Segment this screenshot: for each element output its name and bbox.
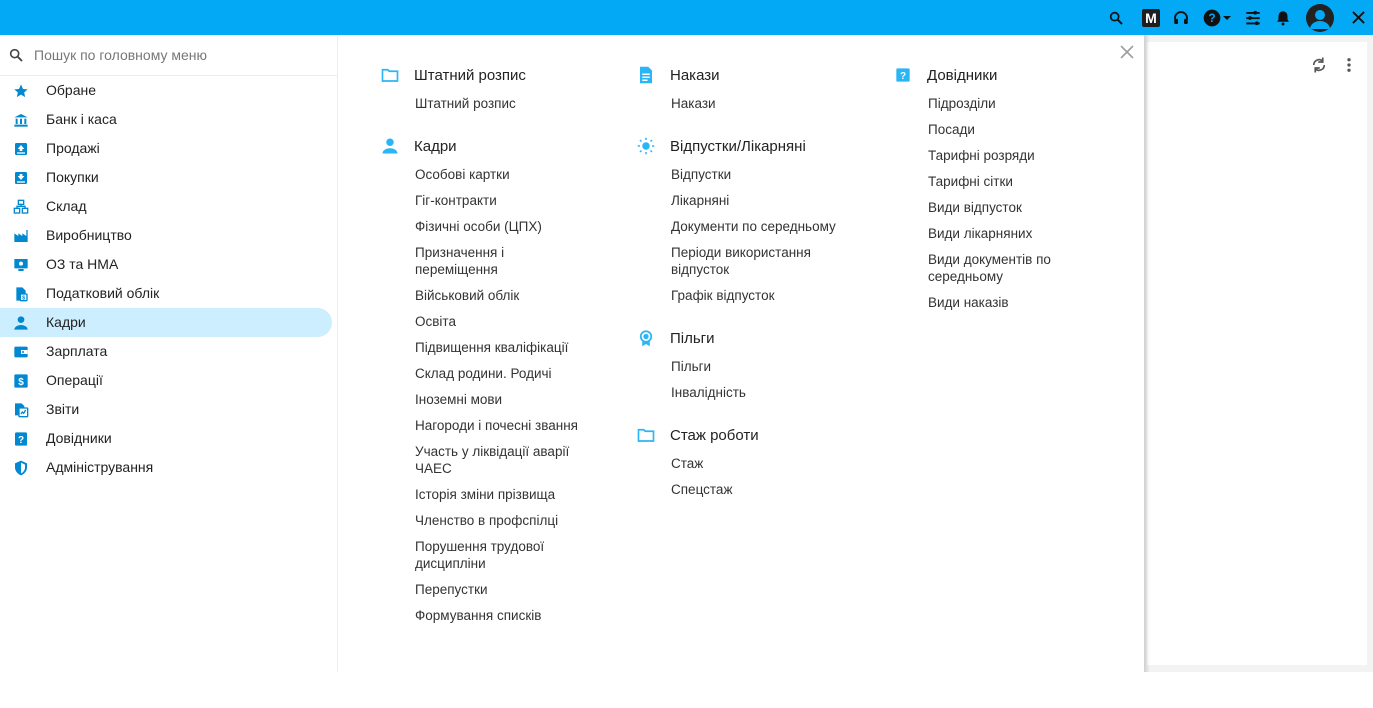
sidebar-item-assets[interactable]	[0, 250, 332, 279]
menu-link[interactable]: Підрозділи	[928, 96, 996, 111]
svg-text:?: ?	[899, 71, 907, 82]
sidebar-item-purchases[interactable]	[0, 163, 332, 192]
menu-group-benefits	[594, 328, 856, 406]
menu-group-title: Накази	[670, 66, 720, 84]
m-logo-icon[interactable]	[1142, 0, 1160, 35]
sidebar-item-tax[interactable]	[0, 279, 332, 308]
menu-link[interactable]: Порушення трудової дисципліни	[415, 539, 545, 571]
menu-link[interactable]: Особові картки	[415, 167, 510, 182]
submenu-panel	[338, 35, 1144, 672]
sidebar-item-label: Склад	[46, 198, 87, 214]
search-icon	[8, 47, 24, 63]
help-box-icon	[12, 430, 30, 448]
headset-icon[interactable]	[1172, 0, 1190, 35]
menu-group-directories	[851, 65, 1103, 316]
purchases-icon	[12, 169, 30, 187]
menu-link[interactable]: Тарифні розряди	[928, 148, 1035, 163]
folder-icon	[637, 426, 655, 444]
sidebar-item-label: Зарплата	[46, 343, 108, 359]
menu-link[interactable]: Спецстаж	[671, 482, 733, 497]
reports-icon	[12, 401, 30, 419]
more-vert-icon[interactable]	[1343, 56, 1355, 79]
menu-link[interactable]: Гіг-контракти	[415, 193, 497, 208]
document-icon	[637, 66, 655, 84]
sidebar-item-label: Виробництво	[46, 227, 132, 243]
menu-link[interactable]: Періоди використання відпусток	[671, 245, 811, 277]
tasks-icon[interactable]	[1244, 0, 1262, 35]
svg-text:$: $	[22, 294, 26, 301]
sidebar-item-admin[interactable]	[0, 453, 332, 482]
sidebar-item-label: Довідники	[46, 430, 112, 446]
menu-link[interactable]: Стаж	[671, 456, 704, 471]
menu-link[interactable]: Членство в профспілці	[415, 513, 559, 528]
menu-group-personnel	[338, 136, 590, 629]
main-menu-sidebar	[0, 35, 338, 672]
menu-link[interactable]: Участь у ліквідації аварії ЧАЕС	[415, 444, 570, 476]
sidebar-item-label: Операції	[46, 372, 103, 388]
person-icon	[381, 137, 399, 155]
account-icon[interactable]	[1306, 0, 1334, 35]
menu-link[interactable]: Підвищення кваліфікації	[415, 340, 569, 355]
chevron-down-icon	[1222, 13, 1232, 23]
menu-group-header	[338, 136, 590, 156]
sales-icon	[12, 140, 30, 158]
menu-link-staffing[interactable]: Штатний розпис	[415, 96, 516, 111]
sidebar-item-salary[interactable]	[0, 337, 332, 366]
m-logo-letter: M	[1142, 9, 1160, 27]
menu-link[interactable]: Лікарняні	[671, 193, 730, 208]
menu-group-title: Кадри	[414, 137, 457, 155]
sidebar-item-directories[interactable]	[0, 424, 332, 453]
shield-icon	[12, 459, 30, 477]
folder-icon	[381, 66, 399, 84]
menu-group-title: Відпустки/Лікарняні	[670, 137, 806, 155]
menu-link[interactable]: Накази	[671, 96, 716, 111]
menu-link[interactable]: Тарифні сітки	[928, 174, 1013, 189]
menu-group-header	[594, 65, 856, 85]
sidebar-item-label: Адміністрування	[46, 459, 154, 475]
menu-link[interactable]: Види відпусток	[928, 200, 1022, 215]
person-icon	[12, 314, 30, 332]
topbar-actions	[1096, 0, 1365, 35]
sidebar-item-label: Покупки	[46, 169, 99, 185]
sidebar-item-hr[interactable]	[0, 308, 332, 337]
svg-text:?: ?	[1208, 11, 1216, 25]
tax-icon	[12, 285, 30, 303]
menu-link[interactable]: Інвалідність	[671, 385, 746, 400]
menu-link[interactable]: Склад родини. Родичі	[415, 366, 552, 381]
sidebar-item-label: Звіти	[46, 401, 80, 417]
sidebar-item-operations[interactable]	[0, 366, 332, 395]
help-icon[interactable]	[1202, 0, 1232, 35]
menu-link[interactable]: Документи по середньому	[671, 219, 836, 234]
sidebar-item-label: Кадри	[46, 314, 86, 330]
sidebar-item-label: Податковий облік	[46, 285, 160, 301]
sidebar-nav	[0, 76, 337, 482]
sun-icon	[637, 137, 655, 155]
svg-text:?: ?	[17, 434, 25, 446]
badge-icon	[637, 329, 655, 347]
dollar-icon	[12, 372, 30, 390]
menu-group-staffing	[338, 65, 590, 117]
warehouse-icon	[12, 198, 30, 216]
close-icon[interactable]	[1120, 45, 1134, 59]
menu-link[interactable]: Військовий облік	[415, 288, 520, 303]
star-icon	[12, 82, 30, 100]
menu-search	[0, 35, 337, 76]
avatar	[1306, 4, 1334, 32]
sidebar-item-reports[interactable]	[0, 395, 332, 424]
menu-search-input[interactable]	[34, 47, 314, 63]
sidebar-item-label: Банк і каса	[46, 111, 117, 127]
sidebar-item-label: Обране	[46, 82, 96, 98]
menu-link[interactable]: Види документів по середньому	[928, 252, 1051, 284]
menu-group-title: Стаж роботи	[670, 426, 759, 444]
menu-link[interactable]: Графік відпусток	[671, 288, 775, 303]
menu-group-title: Штатний розпис	[414, 66, 526, 84]
menu-link[interactable]: Види наказів	[928, 295, 1009, 310]
close-icon[interactable]	[1352, 0, 1365, 35]
menu-link[interactable]: Іноземні мови	[415, 392, 503, 407]
menu-group-header	[594, 136, 856, 156]
menu-link[interactable]: Перепустки	[415, 582, 488, 597]
workspace-background	[1144, 35, 1373, 672]
menu-column-3	[851, 65, 1103, 335]
menu-link[interactable]: Формування списків	[415, 608, 542, 623]
workspace-card	[1147, 42, 1367, 665]
menu-column-1	[338, 65, 590, 648]
menu-group-header	[338, 65, 590, 85]
menu-link[interactable]: Нагороди і почесні звання	[415, 418, 578, 433]
sidebar-item-production[interactable]	[0, 221, 332, 250]
menu-group-header	[851, 65, 1103, 85]
top-app-bar	[0, 0, 1373, 35]
refresh-icon[interactable]	[1310, 56, 1328, 79]
sidebar-item-favorites[interactable]	[0, 76, 332, 105]
menu-link[interactable]: Пільги	[671, 359, 712, 374]
factory-icon	[12, 227, 30, 245]
menu-column-2	[594, 65, 856, 522]
search-icon[interactable]	[1108, 0, 1124, 35]
menu-group-title: Пільги	[670, 329, 715, 347]
menu-group-header	[594, 328, 856, 348]
menu-link[interactable]: Види лікарняних	[928, 226, 1033, 241]
menu-link[interactable]: Освіта	[415, 314, 456, 329]
bell-icon[interactable]	[1274, 0, 1292, 35]
panel-shadow	[1144, 35, 1150, 672]
menu-link[interactable]: Посади	[928, 122, 975, 137]
menu-link[interactable]: Історія зміни прізвища	[415, 487, 556, 502]
sidebar-item-warehouse[interactable]	[0, 192, 332, 221]
help-box-icon	[894, 66, 912, 84]
menu-link[interactable]: Фізичні особи (ЦПХ)	[415, 219, 542, 234]
sidebar-item-bank[interactable]	[0, 105, 332, 134]
svg-text:$: $	[18, 376, 24, 388]
bank-icon	[12, 111, 30, 129]
menu-group-title: Довідники	[927, 66, 998, 84]
menu-link[interactable]: Відпустки	[671, 167, 732, 182]
sidebar-item-label: ОЗ та НМА	[46, 256, 119, 272]
sidebar-item-label: Продажі	[46, 140, 100, 156]
menu-group-seniority	[594, 425, 856, 503]
menu-group-header	[594, 425, 856, 445]
menu-group-vacations	[594, 136, 856, 309]
assets-icon	[12, 256, 30, 274]
sidebar-item-sales[interactable]	[0, 134, 332, 163]
wallet-icon	[12, 343, 30, 361]
menu-link[interactable]: Призначення і переміщення	[415, 245, 505, 277]
menu-group-orders	[594, 65, 856, 117]
